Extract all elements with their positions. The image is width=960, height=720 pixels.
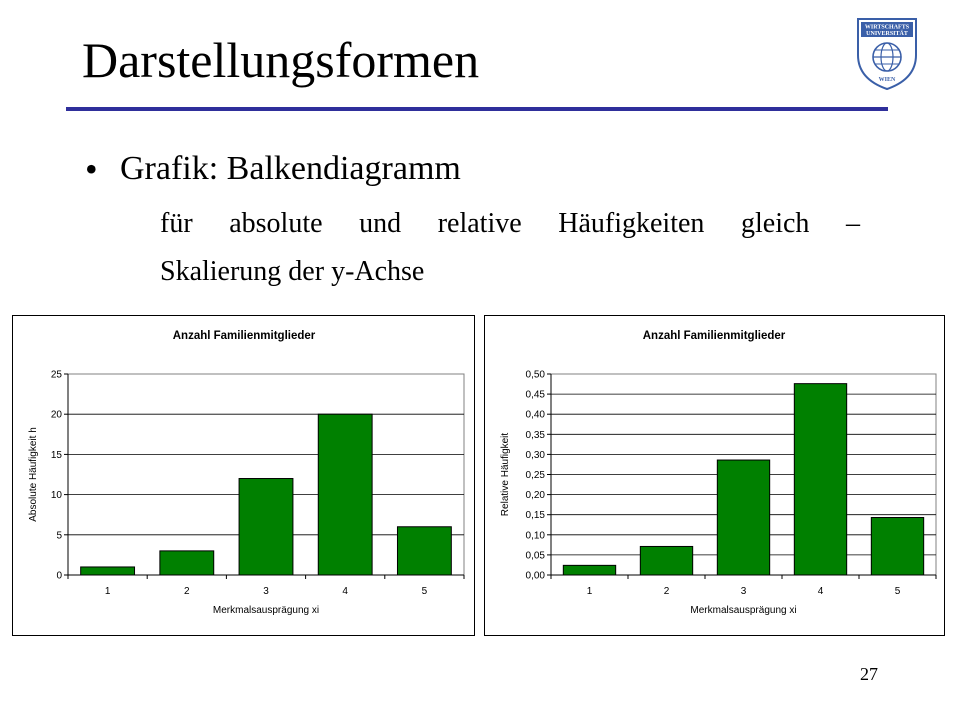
y-axis-title: Relative Häufigkeit	[500, 432, 511, 517]
absolute-frequency-chart-svg	[12, 315, 475, 636]
bar-3	[717, 460, 769, 575]
y-tick-label: 0,35	[525, 429, 545, 441]
y-tick-label: 0,05	[525, 550, 545, 562]
y-tick-label: 0,15	[525, 510, 545, 522]
bar-5	[397, 527, 451, 575]
bar-4	[794, 384, 846, 575]
y-tick-label: 0,00	[525, 570, 545, 582]
y-tick-label: 0,40	[525, 409, 545, 421]
x-tick-label: 1	[104, 586, 111, 597]
y-tick-label: 0,25	[525, 470, 545, 481]
logo-text-mid: UNIVERSITÄT	[866, 31, 908, 37]
y-tick-label: 0,45	[525, 389, 545, 401]
sub-text-line2: Skalierung der y-Achse	[160, 256, 425, 287]
bar-3	[239, 479, 293, 575]
x-tick-label: 2	[663, 586, 670, 597]
title-underline	[66, 107, 888, 111]
x-tick-label: 5	[421, 586, 428, 597]
relative-frequency-chart	[484, 315, 945, 636]
bar-2	[640, 546, 692, 575]
university-logo	[852, 15, 922, 91]
x-tick-label: 4	[342, 586, 348, 597]
x-tick-label: 2	[184, 586, 190, 597]
chart-title: Anzahl Familienmitglieder	[172, 330, 316, 342]
y-tick-label: 20	[50, 409, 62, 421]
sub-text-line1: für absolute und relative Häufigkeiten gleich –	[160, 208, 860, 239]
x-tick-label: 4	[817, 586, 824, 597]
y-tick-label: 0,30	[525, 449, 545, 461]
y-axis-title: Absolute Häufigkeit h	[28, 427, 39, 522]
y-tick-label: 0,10	[525, 530, 545, 542]
logo-text-top: WIRTSCHAFTS	[864, 24, 910, 31]
x-tick-label: 3	[263, 586, 269, 597]
absolute-frequency-chart	[12, 315, 475, 636]
bar-2	[160, 551, 214, 575]
bullet-marker: •	[85, 149, 98, 189]
x-axis-title: Merkmalsausprägung xi	[212, 605, 320, 616]
y-tick-label: 0,20	[525, 490, 545, 502]
bar-1	[563, 565, 615, 575]
logo-text-bottom: WIEN	[878, 77, 896, 83]
y-tick-label: 10	[50, 490, 62, 502]
bar-1	[81, 567, 135, 575]
bullet-text: Grafik: Balkendiagramm	[120, 150, 461, 187]
x-tick-label: 5	[894, 586, 901, 597]
y-tick-label: 15	[50, 449, 62, 461]
page-number: 27	[860, 664, 878, 684]
chart-title: Anzahl Familienmitglieder	[642, 330, 786, 342]
bar-4	[318, 414, 372, 575]
x-tick-label: 3	[740, 586, 747, 597]
y-tick-label: 25	[50, 369, 62, 381]
bar-5	[871, 518, 923, 575]
relative-frequency-chart-svg	[484, 315, 945, 636]
slide-title: Darstellungsformen	[82, 32, 480, 88]
x-axis-title: Merkmalsausprägung xi	[690, 605, 797, 616]
y-tick-label: 0,50	[525, 369, 545, 381]
y-tick-label: 0	[56, 570, 62, 582]
x-tick-label: 1	[586, 586, 593, 597]
y-tick-label: 5	[56, 530, 62, 542]
